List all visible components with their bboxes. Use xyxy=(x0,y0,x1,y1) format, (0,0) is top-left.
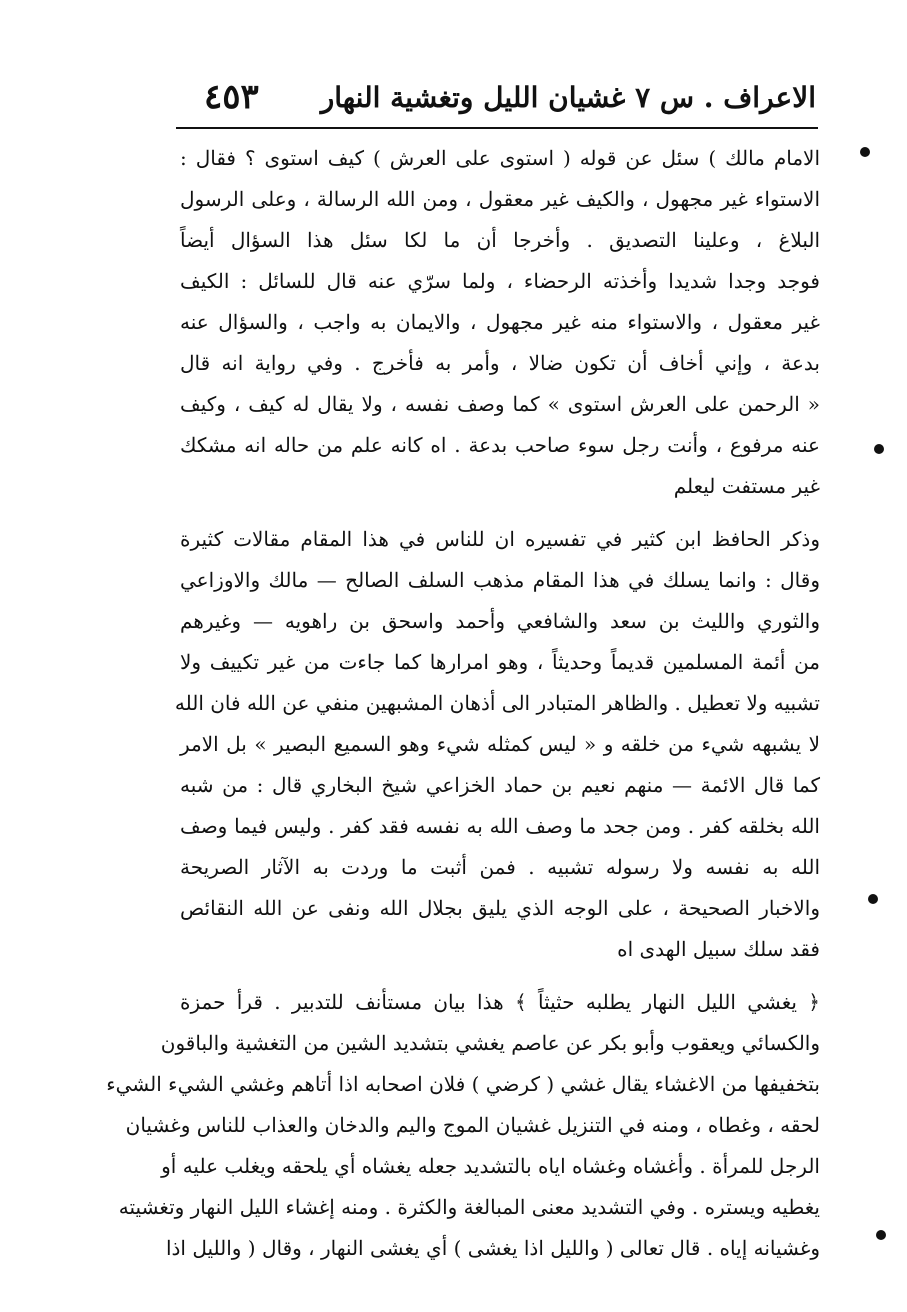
text-line: بتخفيفها من الاغشاء يقال غشي ( كرضي ) فلان اصحابه اذا أتاهم وغشي الشيء الشيء xyxy=(106,1072,820,1096)
running-title: الاعراف . س ٧ غشيان الليل وتغشية النهار xyxy=(320,81,816,114)
paragraph-gap xyxy=(180,970,820,982)
text-line: فوجد وجدا شديدا وأخذته الرحضاء ، ولما سرّي عنه قال للسائل : الكيف xyxy=(180,269,820,293)
text-line: الله به نفسه ولا رسوله تشبيه . فمن أثبت ما وردت به الآثار الصريحة xyxy=(180,855,820,879)
text-line: كما قال الائمة — منهم نعيم بن حماد الخزاعي شيخ البخاري قال : من شبه xyxy=(180,773,820,797)
text-line: غير مستفت ليعلم xyxy=(673,474,820,498)
text-line: لا يشبهه شيء من خلقه و « ليس كمثله شيء وهو السميع البصير » بل الامر xyxy=(180,732,820,756)
margin-dot xyxy=(876,1230,886,1240)
text-line: الرجل للمرأة . وأغشاه وغشاه اياه بالتشديد جعله يغشاه أي يلحقه ويغلب عليه أو xyxy=(161,1154,820,1178)
text-line: « الرحمن على العرش استوى » كما وصف نفسه ، ولا يقال له كيف ، وكيف xyxy=(180,392,820,416)
text-line: بدعة ، وإني أخاف أن تكون ضالا ، وأمر به فأخرج . وفي رواية انه قال xyxy=(180,351,820,375)
text-line: والاخبار الصحيحة ، على الوجه الذي يليق بجلال الله ونفى عن الله النقائص xyxy=(180,896,820,920)
paragraph-3 xyxy=(106,982,820,1269)
text-line: والكسائي ويعقوب وأبو بكر عن عاصم يغشي بتشديد الشين من التغشية والباقون xyxy=(160,1031,820,1055)
margin-dot xyxy=(874,444,884,454)
text-line: الامام مالك ) سئل عن قوله ( استوى على العرش ) كيف استوى ؟ فقال : xyxy=(180,146,820,170)
body-text xyxy=(106,138,821,1269)
text-line: عنه مرفوع ، وأنت رجل سوء صاحب بدعة . اه كانه علم من حاله انه مشكك xyxy=(180,433,820,457)
paragraph-gap xyxy=(180,507,820,519)
text-line: غير معقول ، والاستواء منه غير مجهول ، والايمان به واجب ، والسؤال عنه xyxy=(180,310,820,334)
text-line: ﴿ يغشي الليل النهار يطلبه حثيثاً ﴾ هذا بيان مستأنف للتدبير . قرأ حمزة xyxy=(180,990,820,1014)
paragraph-1 xyxy=(180,138,820,507)
text-line: والثوري والليث بن سعد والشافعي وأحمد واسحق بن راهويه — وغيرهم xyxy=(180,609,820,633)
text-line: وغشيانه إياه . قال تعالى ( والليل اذا يغشى ) أي يغشى النهار ، وقال ( والليل اذا xyxy=(165,1236,820,1260)
margin-dot xyxy=(860,147,870,157)
text-line: من أئمة المسلمين قديماً وحديثاً ، وهو امرارها كما جاءت من غير تكييف ولا xyxy=(180,650,820,674)
header-rule xyxy=(176,127,818,129)
text-line: وقال : وانما يسلك في هذا المقام مذهب السلف الصالح — مالك والاوزاعي xyxy=(180,568,820,592)
text-line: الاستواء غير مجهول ، والكيف غير معقول ، ومن الله الرسالة ، وعلى الرسول xyxy=(180,187,821,211)
text-line: فقد سلك سبيل الهدى اه xyxy=(617,937,820,961)
text-line: الله بخلقه كفر . ومن جحد ما وصف الله به نفسه فقد كفر . وليس فيما وصف xyxy=(180,814,820,838)
paragraph-2 xyxy=(174,519,820,970)
text-line: البلاغ ، وعلينا التصديق . وأخرجا أن ما لكا سئل هذا السؤال أيضاً xyxy=(180,228,820,252)
page-number: ٤٥٣ xyxy=(204,77,259,117)
page-header xyxy=(176,78,816,128)
text-line: يغطيه ويستره . وفي التشديد معنى المبالغة والكثرة . ومنه إغشاء الليل النهار وتغشيته xyxy=(118,1195,820,1219)
text-line: لحقه ، وغطاه ، ومنه في التنزيل غشيان الموج واليم والدخان والعذاب للناس وغشيان xyxy=(125,1113,820,1137)
text-line: وذكر الحافظ ابن كثير في تفسيره ان للناس في هذا المقام مقالات كثيرة xyxy=(180,527,820,551)
margin-dot xyxy=(868,894,878,904)
text-line: تشبيه ولا تعطيل . والظاهر المتبادر الى أذهان المشبهين منفي عن الله فان الله xyxy=(174,691,820,715)
